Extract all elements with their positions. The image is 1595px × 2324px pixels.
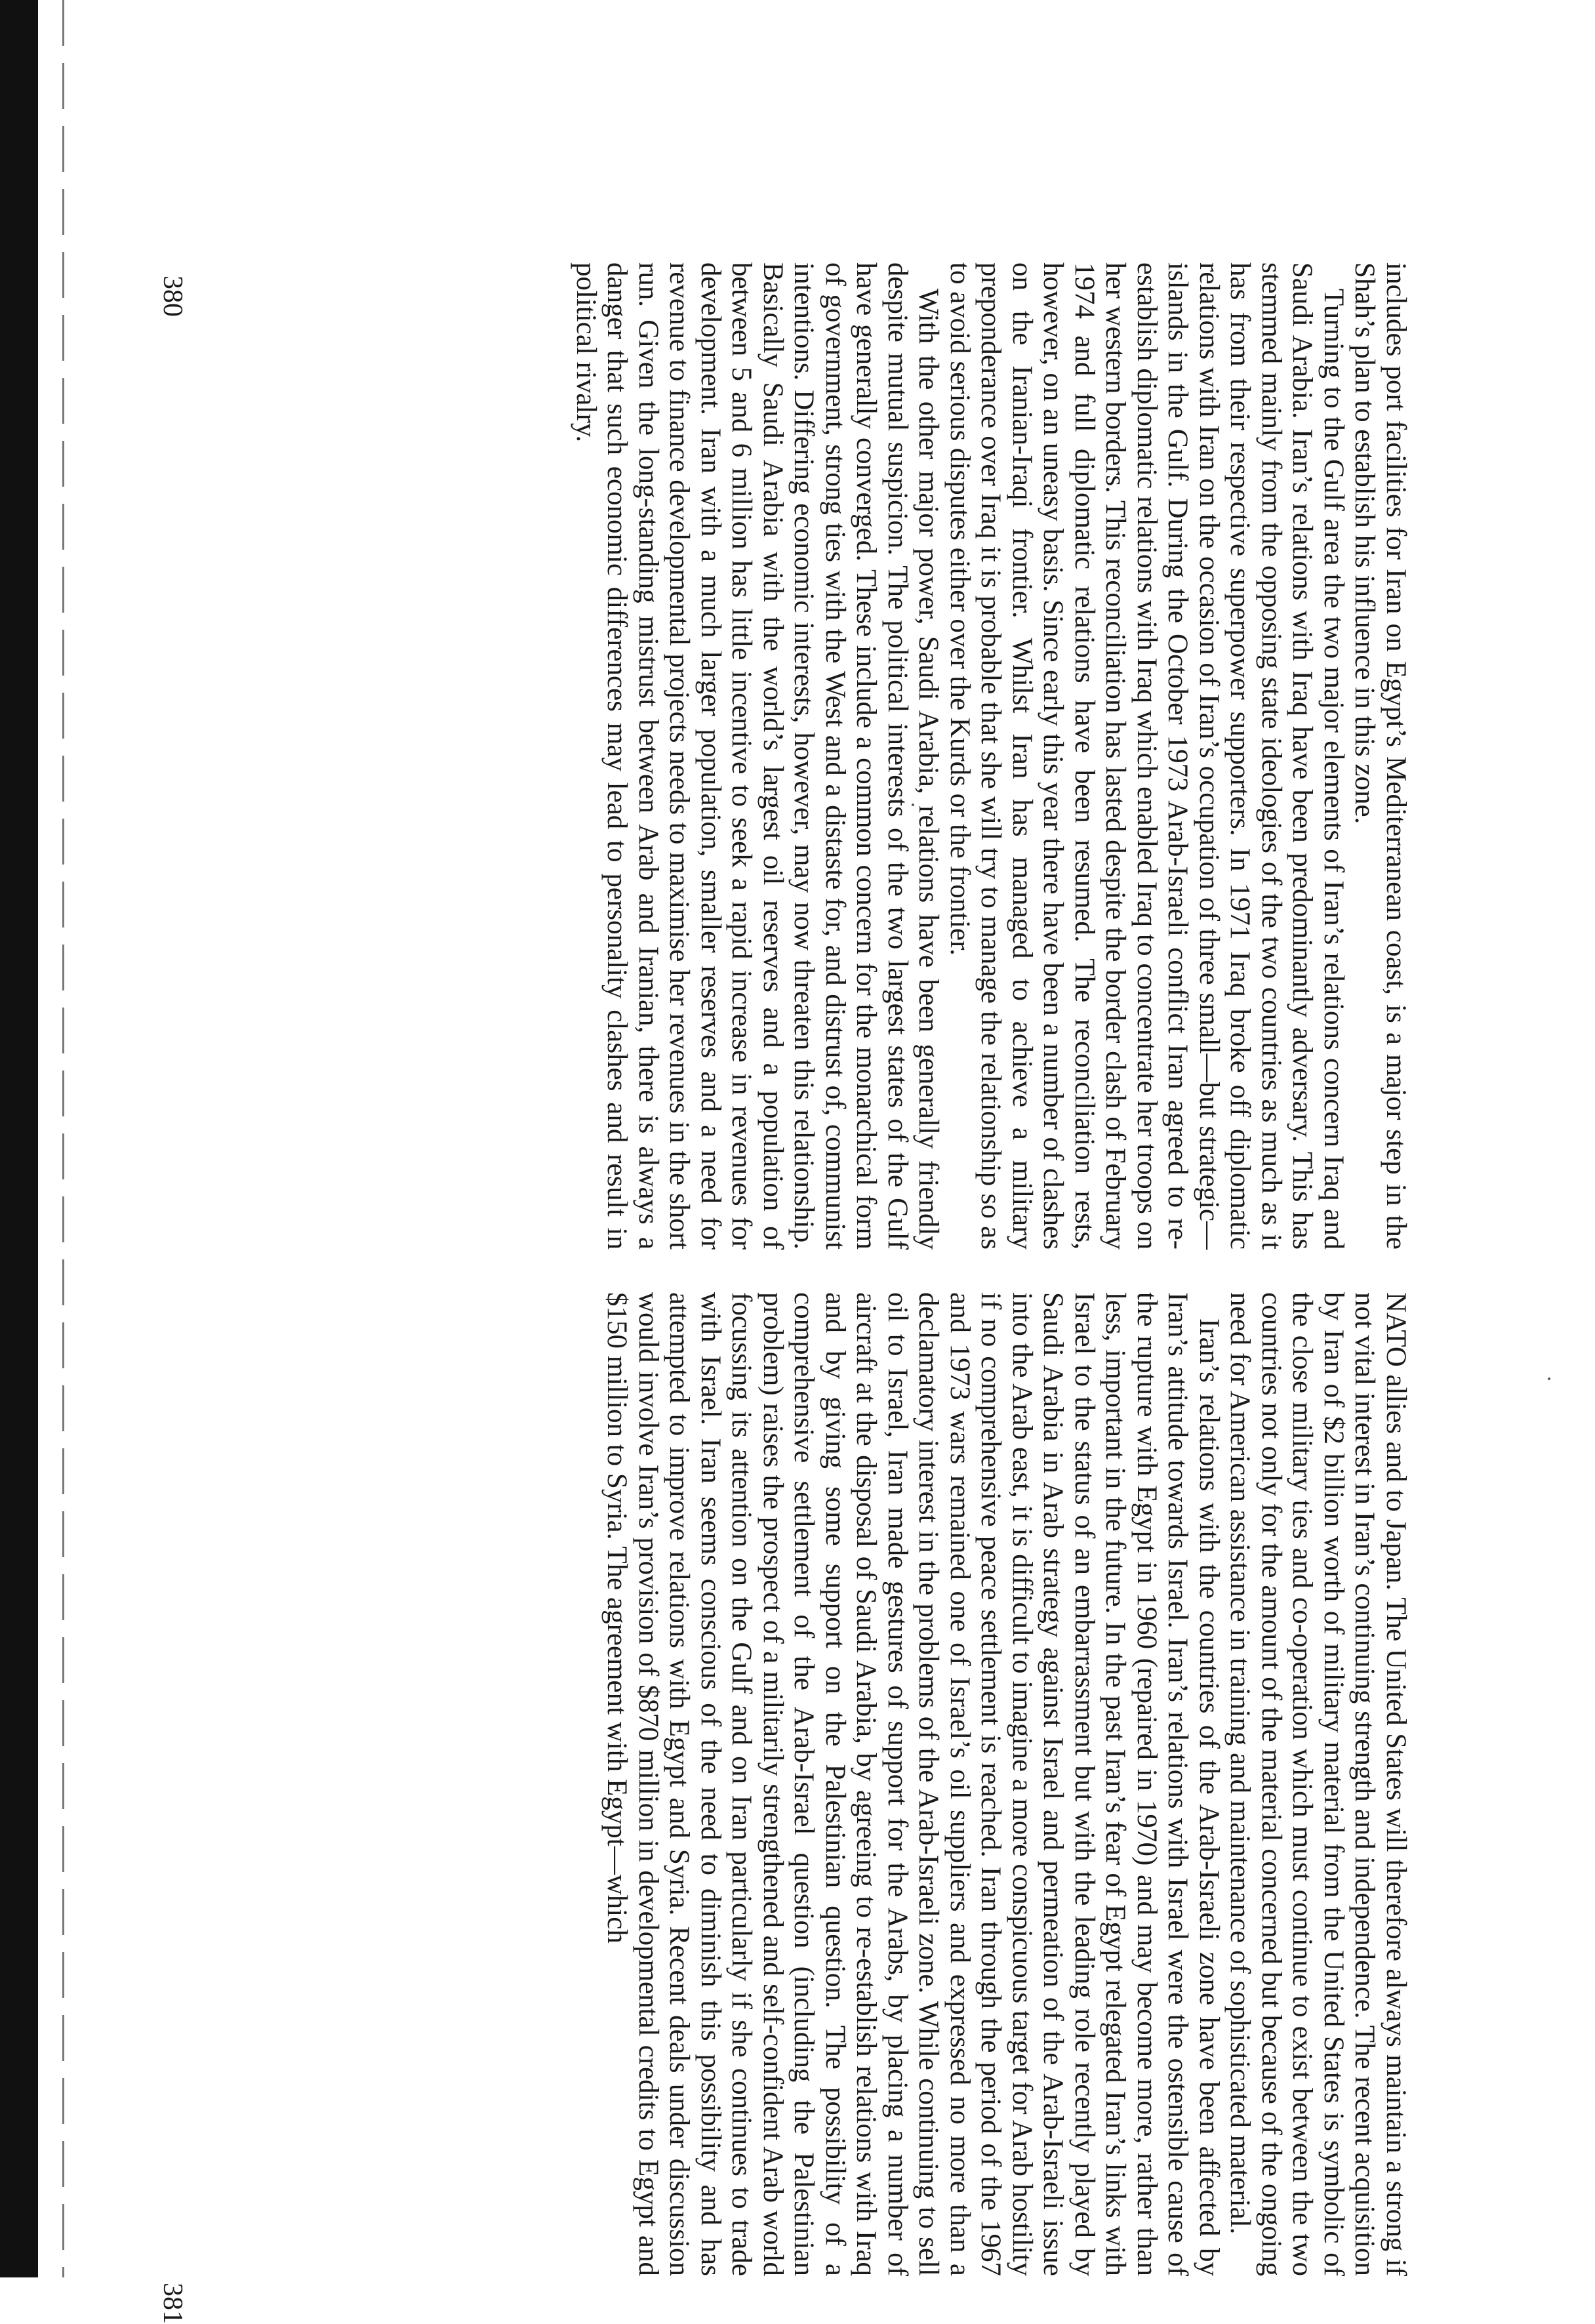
page-381-paragraph-1: includes port facilities for Iran on Egypt’s Mediterranean coast, is a major step in the Shah’s plan to establish his influence in this zone. [1349, 262, 1411, 1250]
page-number-381: 381 [157, 2283, 188, 2324]
page-380-paragraph-1: NATO allies and to Japan. The United States will therefore always maintain a strong if not vital interest in Iran’s continuing strength and independence. The recent acquisition by Iran of $2 billion worth of military material from the United States is symbolic of the close military ties and co-operation which must continue to exist between the two countries not only for the amount of the material concerned but because of the ongoing need for American assistance in training and maintenance of sophisticated material. [1224, 1292, 1411, 2276]
page-number-380: 380 [157, 275, 188, 317]
page-381-paragraph-3: With the other major power, Saudi Arabia, relations have been generally friendly despite mutual suspicion. The political interests of the two largest states of the Gulf have generally converged. These include a common concern for the monarchical form of government, strong ties with the West and a distaste for, and distrust of, communist intentions. Differing economic interests, however, may now threaten this relationship. Basically Saudi Arabia with the world’s largest oil reserves and a population of between 5 and 6 million has little incentive to seek a rapid increase in revenues for development. Iran with a much larger population, smaller reserves and a need for revenue to finance developmental projects needs to maximise her revenues in the short run. Given the long-standing mistrust between Arab and Iranian, there is always a danger that such economic differences may lead to personality clashes and result in political rivalry. [571, 262, 944, 1250]
page-381-text [571, 262, 1412, 1250]
page-380-text [601, 1292, 1411, 2276]
page-380-paragraph-2: Iran’s relations with the countries of the Arab-Israeli zone have been affected by Iran’s attitude towards Israel. Iran’s relations with Israel were the ostensible cause of the rupture with Egypt in 1960 (repaired in 1970) and may become more, rather than less, important in the future. In the past Iran’s fear of Egypt relegated Iran’s links with Israel to the status of an embarrassment but with the leading role recently played by Saudi Arabia in Arab strategy against Israel and permeation of the Arab-Israeli issue into the Arab east, it is difficult to imagine a more conspicuous target for Arab hostility if no comprehensive peace settlement is reached. Iran through the period of the 1967 and 1973 wars remained one of Israel’s oil suppliers and expressed no more than a declamatory interest in the problems of the Arab-Israeli zone. While continuing to sell oil to Israel, Iran made gestures of support for the Arabs, by placing a number of aircraft at the disposal of Saudi Arabia, by agreeing to re-establish relations with Iraq and by giving some support on the Palestinian question. The possibility of a comprehensive settlement of the Arab-Israel question (including the Palestinian problem) raises the prospect of a militarily strengthened and self-confident Arab world focussing its attention on the Gulf and on Iran particularly if she continues to trade with Israel. Iran seems conscious of the need to diminish this possibility and has attempted to improve relations with Egypt and Syria. Recent deals under discussion would involve Iran’s provision of $870 million in developmental credits to Egypt and $150 million to Syria. The agreement with Egypt—which [601, 1292, 1224, 2276]
page-381-paragraph-2: Turning to the Gulf area the two major elements of Iran’s relations concern Iraq and Saudi Arabia. Iran’s relations with Iraq have been predominantly adversary. This has stemmed mainly from the opposing state ideologies of the two countries as much as it has from their respective superpower supporters. In 1971 Iraq broke off diplomatic relations with Iran on the occasion of Iran’s occupation of three small—but strategic—islands in the Gulf. During the October 1973 Arab-Israeli conflict Iran agreed to re-establish diplomatic relations with Iraq which enabled Iraq to concentrate her troops on her western borders. This reconciliation has lasted despite the border clash of February 1974 and full diplomatic relations have been resumed. The reconciliation rests, however, on an uneasy basis. Since early this year there have been a number of clashes on the Iranian-Iraqi frontier. Whilst Iran has managed to achieve a military preponderance over Iraq it is probable that she will try to manage the relationship so as to avoid serious disputes either over the Kurds or the frontier. [944, 262, 1349, 1250]
